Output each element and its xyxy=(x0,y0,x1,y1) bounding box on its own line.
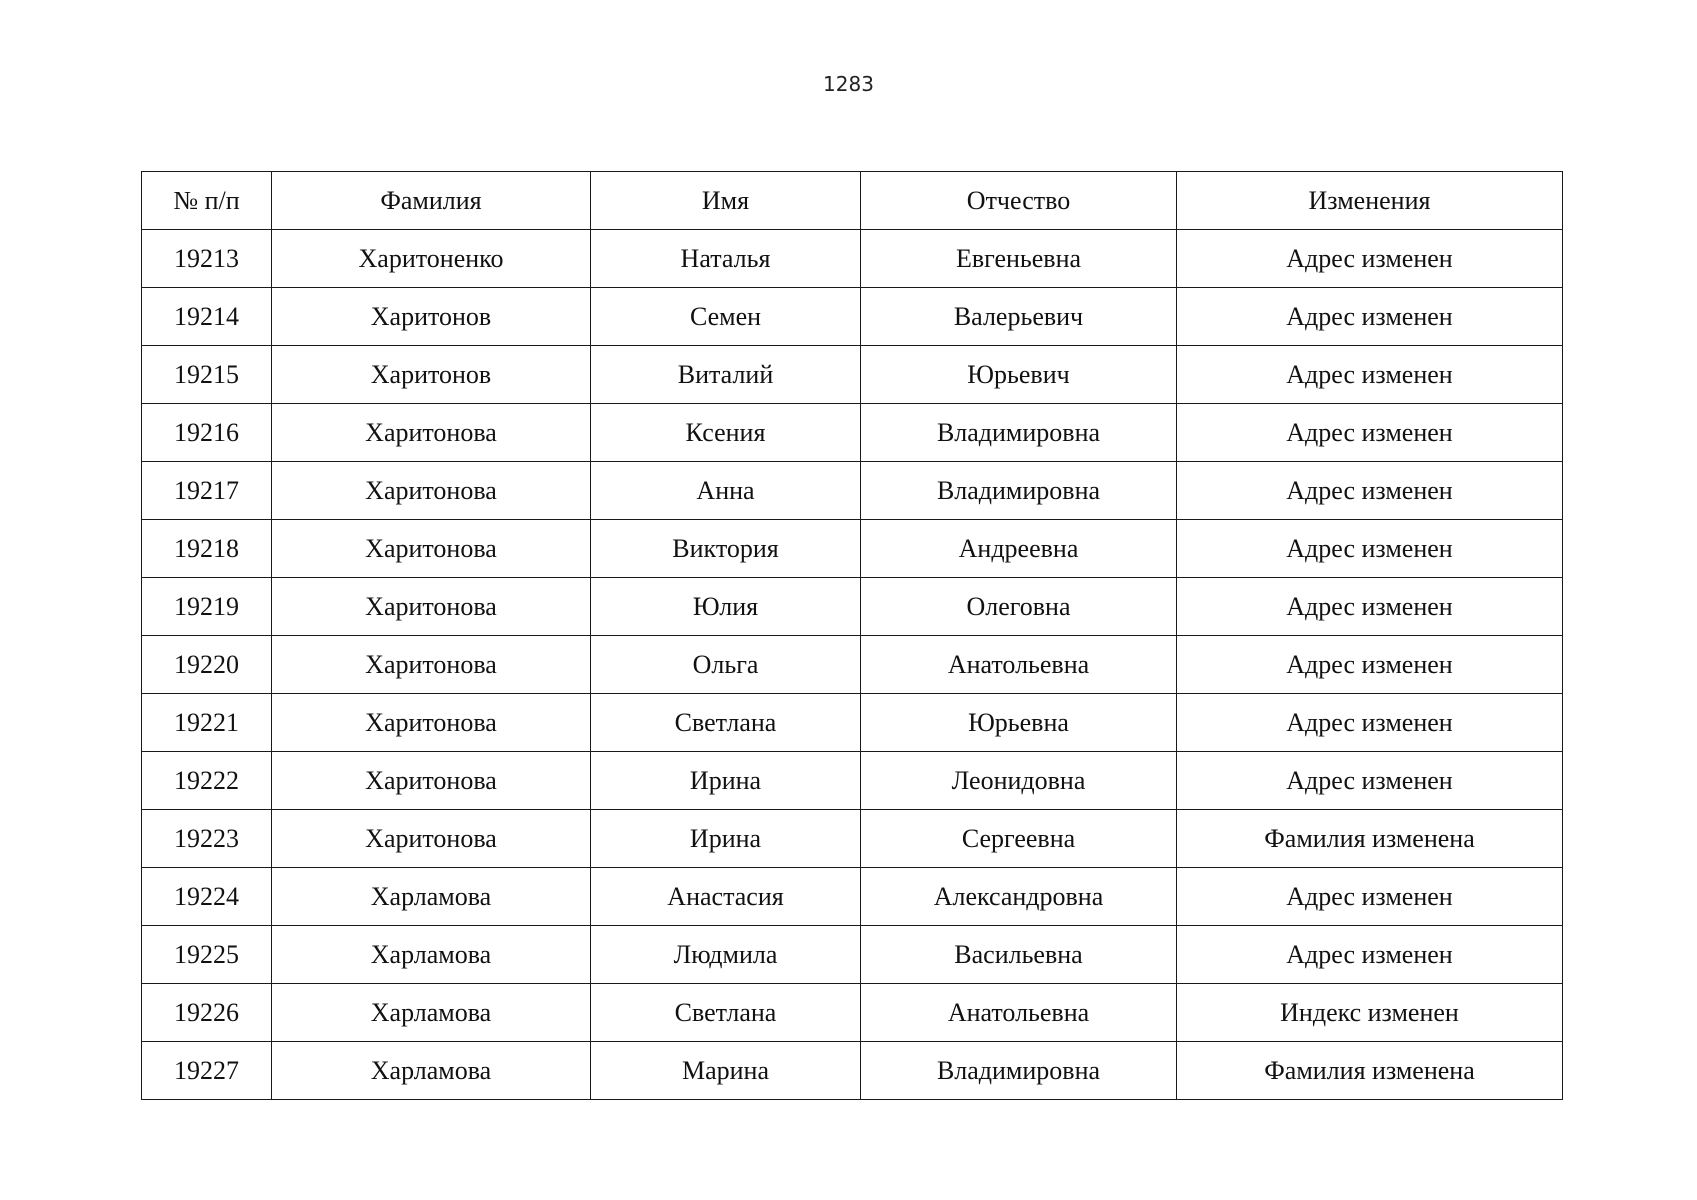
cell-last-name: Харламова xyxy=(272,1042,591,1100)
cell-last-name: Харитонова xyxy=(272,694,591,752)
cell-num: 19222 xyxy=(142,752,272,810)
cell-patronymic: Юрьевич xyxy=(861,346,1177,404)
table-row xyxy=(142,346,1563,404)
table-row xyxy=(142,462,1563,520)
cell-changes: Адрес изменен xyxy=(1177,462,1563,520)
table-row xyxy=(142,984,1563,1042)
cell-changes: Адрес изменен xyxy=(1177,404,1563,462)
cell-first-name: Ксения xyxy=(591,404,861,462)
cell-last-name: Харитонова xyxy=(272,636,591,694)
cell-num: 19215 xyxy=(142,346,272,404)
table-row xyxy=(142,578,1563,636)
cell-first-name: Марина xyxy=(591,1042,861,1100)
table-row xyxy=(142,404,1563,462)
table-row xyxy=(142,926,1563,984)
cell-changes: Адрес изменен xyxy=(1177,346,1563,404)
cell-last-name: Харламова xyxy=(272,926,591,984)
cell-first-name: Виктория xyxy=(591,520,861,578)
cell-changes: Адрес изменен xyxy=(1177,636,1563,694)
cell-changes: Адрес изменен xyxy=(1177,578,1563,636)
cell-last-name: Харитонов xyxy=(272,288,591,346)
cell-changes: Фамилия изменена xyxy=(1177,1042,1563,1100)
cell-first-name: Людмила xyxy=(591,926,861,984)
page-number: 1283 xyxy=(823,72,874,96)
header-row xyxy=(142,172,1563,230)
table-row xyxy=(142,752,1563,810)
cell-num: 19218 xyxy=(142,520,272,578)
cell-changes: Индекс изменен xyxy=(1177,984,1563,1042)
cell-patronymic: Анатольевна xyxy=(861,984,1177,1042)
cell-changes: Адрес изменен xyxy=(1177,926,1563,984)
cell-patronymic: Владимировна xyxy=(861,1042,1177,1100)
cell-num: 19221 xyxy=(142,694,272,752)
cell-first-name: Ирина xyxy=(591,752,861,810)
table-row xyxy=(142,810,1563,868)
cell-first-name: Юлия xyxy=(591,578,861,636)
cell-first-name: Наталья xyxy=(591,230,861,288)
cell-first-name: Анна xyxy=(591,462,861,520)
cell-patronymic: Васильевна xyxy=(861,926,1177,984)
cell-num: 19216 xyxy=(142,404,272,462)
cell-changes: Адрес изменен xyxy=(1177,694,1563,752)
cell-patronymic: Олеговна xyxy=(861,578,1177,636)
cell-last-name: Харитонов xyxy=(272,346,591,404)
cell-patronymic: Анатольевна xyxy=(861,636,1177,694)
cell-patronymic: Евгеньевна xyxy=(861,230,1177,288)
cell-num: 19227 xyxy=(142,1042,272,1100)
cell-patronymic: Сергеевна xyxy=(861,810,1177,868)
cell-num: 19224 xyxy=(142,868,272,926)
cell-last-name: Харитонова xyxy=(272,810,591,868)
cell-first-name: Семен xyxy=(591,288,861,346)
cell-patronymic: Валерьевич xyxy=(861,288,1177,346)
cell-num: 19214 xyxy=(142,288,272,346)
cell-patronymic: Андреевна xyxy=(861,520,1177,578)
cell-patronymic: Юрьевна xyxy=(861,694,1177,752)
header-num: № п/п xyxy=(142,172,272,230)
cell-patronymic: Владимировна xyxy=(861,404,1177,462)
cell-last-name: Харитонова xyxy=(272,404,591,462)
table-row xyxy=(142,1042,1563,1100)
table-header xyxy=(142,172,1563,230)
cell-num: 19213 xyxy=(142,230,272,288)
cell-changes: Адрес изменен xyxy=(1177,230,1563,288)
registry-table xyxy=(141,171,1563,1100)
cell-patronymic: Владимировна xyxy=(861,462,1177,520)
header-patronymic: Отчество xyxy=(861,172,1177,230)
cell-num: 19223 xyxy=(142,810,272,868)
table-row xyxy=(142,230,1563,288)
cell-changes: Фамилия изменена xyxy=(1177,810,1563,868)
cell-last-name: Харитоненко xyxy=(272,230,591,288)
cell-last-name: Харламова xyxy=(272,984,591,1042)
cell-first-name: Ольга xyxy=(591,636,861,694)
cell-changes: Адрес изменен xyxy=(1177,520,1563,578)
cell-last-name: Харитонова xyxy=(272,462,591,520)
cell-last-name: Харитонова xyxy=(272,752,591,810)
cell-num: 19225 xyxy=(142,926,272,984)
table-row xyxy=(142,868,1563,926)
cell-num: 19220 xyxy=(142,636,272,694)
table-row xyxy=(142,694,1563,752)
cell-num: 19217 xyxy=(142,462,272,520)
cell-changes: Адрес изменен xyxy=(1177,288,1563,346)
cell-first-name: Анастасия xyxy=(591,868,861,926)
cell-first-name: Виталий xyxy=(591,346,861,404)
cell-first-name: Светлана xyxy=(591,984,861,1042)
cell-first-name: Ирина xyxy=(591,810,861,868)
table-body xyxy=(142,230,1563,1100)
cell-changes: Адрес изменен xyxy=(1177,868,1563,926)
cell-num: 19226 xyxy=(142,984,272,1042)
cell-patronymic: Александровна xyxy=(861,868,1177,926)
table-row xyxy=(142,520,1563,578)
cell-last-name: Харитонова xyxy=(272,578,591,636)
cell-num: 19219 xyxy=(142,578,272,636)
header-changes: Изменения xyxy=(1177,172,1563,230)
table-row xyxy=(142,288,1563,346)
cell-patronymic: Леонидовна xyxy=(861,752,1177,810)
cell-last-name: Харитонова xyxy=(272,520,591,578)
cell-last-name: Харламова xyxy=(272,868,591,926)
cell-first-name: Светлана xyxy=(591,694,861,752)
table-row xyxy=(142,636,1563,694)
header-last-name: Фамилия xyxy=(272,172,591,230)
cell-changes: Адрес изменен xyxy=(1177,752,1563,810)
header-first-name: Имя xyxy=(591,172,861,230)
